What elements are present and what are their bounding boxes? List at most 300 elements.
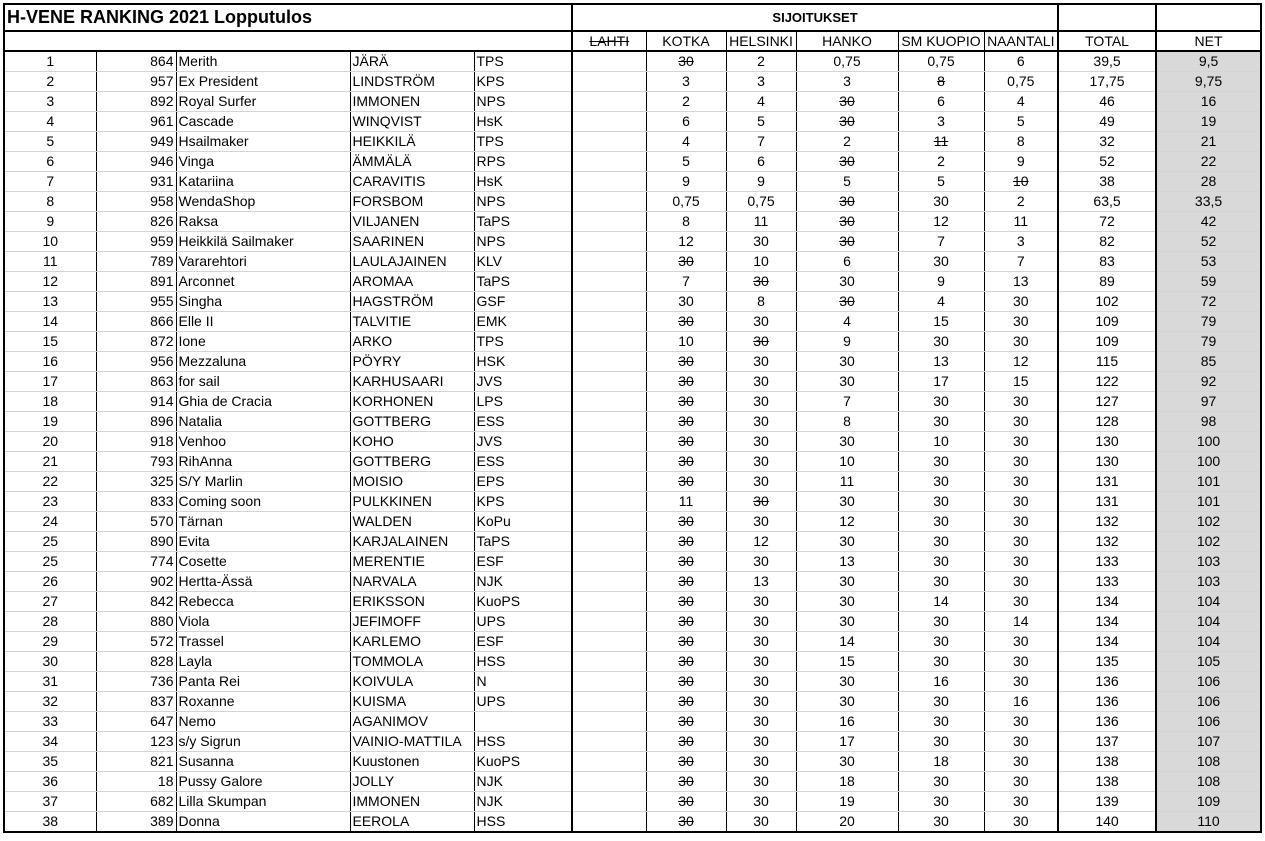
table-row (4, 492, 1261, 512)
cell-sm-kuopio: 5 (898, 172, 984, 192)
cell-total: 134 (1058, 632, 1156, 652)
cell-position: 11 (4, 252, 96, 272)
cell-naantali: 7 (984, 252, 1058, 272)
table-row (4, 192, 1261, 212)
net-header-spacer (1156, 4, 1261, 31)
cell-helsinki: 8 (726, 292, 796, 312)
cell-total: 109 (1058, 312, 1156, 332)
cell-sm-kuopio: 30 (898, 332, 984, 352)
cell-skipper: TOMMOLA (350, 652, 474, 672)
cell-club: KuoPS (474, 592, 572, 612)
cell-helsinki: 30 (726, 592, 796, 612)
cell-net: 102 (1156, 532, 1261, 552)
cell-skipper: NARVALA (350, 572, 474, 592)
cell-skipper: VILJANEN (350, 212, 474, 232)
cell-lahti (572, 752, 646, 772)
cell-club: TPS (474, 332, 572, 352)
cell-net: 85 (1156, 352, 1261, 372)
table-row (4, 132, 1261, 152)
cell-boat-name: for sail (176, 372, 350, 392)
cell-position: 4 (4, 112, 96, 132)
cell-skipper: PULKKINEN (350, 492, 474, 512)
cell-net: 28 (1156, 172, 1261, 192)
cell-club: EPS (474, 472, 572, 492)
cell-kotka: 9 (646, 172, 726, 192)
cell-position: 14 (4, 312, 96, 332)
cell-naantali: 30 (984, 792, 1058, 812)
cell-boat-name: Pussy Galore (176, 772, 350, 792)
cell-skipper: TALVITIE (350, 312, 474, 332)
cell-lahti (572, 712, 646, 732)
cell-boat-name: RihAnna (176, 452, 350, 472)
cell-boat-name: S/Y Marlin (176, 472, 350, 492)
cell-club: NPS (474, 92, 572, 112)
cell-helsinki: 30 (726, 632, 796, 652)
cell-net: 101 (1156, 472, 1261, 492)
table-row (4, 152, 1261, 172)
cell-skipper: HEIKKILÄ (350, 132, 474, 152)
cell-helsinki: 30 (726, 552, 796, 572)
cell-hanko: 30 (796, 592, 898, 612)
cell-total: 132 (1058, 512, 1156, 532)
cell-sail-number: 949 (96, 132, 176, 152)
cell-total: 130 (1058, 432, 1156, 452)
table-row (4, 732, 1261, 752)
cell-total: 102 (1058, 292, 1156, 312)
cell-helsinki: 3 (726, 72, 796, 92)
cell-kotka: 7 (646, 272, 726, 292)
cell-net: 105 (1156, 652, 1261, 672)
cell-hanko: 30 (796, 492, 898, 512)
cell-total: 136 (1058, 712, 1156, 732)
cell-club: N (474, 672, 572, 692)
cell-lahti (572, 672, 646, 692)
cell-helsinki: 30 (726, 612, 796, 632)
cell-total: 136 (1058, 672, 1156, 692)
cell-hanko: 11 (796, 472, 898, 492)
cell-naantali: 30 (984, 412, 1058, 432)
cell-total: 127 (1058, 392, 1156, 412)
cell-hanko: 30 (796, 432, 898, 452)
cell-club: RPS (474, 152, 572, 172)
cell-hanko: 12 (796, 512, 898, 532)
table-row (4, 112, 1261, 132)
cell-sail-number: 892 (96, 92, 176, 112)
cell-net: 92 (1156, 372, 1261, 392)
cell-sm-kuopio: 30 (898, 412, 984, 432)
cell-naantali: 30 (984, 452, 1058, 472)
cell-lahti (572, 212, 646, 232)
cell-naantali: 30 (984, 632, 1058, 652)
cell-position: 19 (4, 412, 96, 432)
cell-naantali: 30 (984, 512, 1058, 532)
cell-sm-kuopio: 9 (898, 272, 984, 292)
cell-hanko: 30 (796, 572, 898, 592)
cell-helsinki: 30 (726, 772, 796, 792)
cell-boat-name: WendaShop (176, 192, 350, 212)
cell-kotka: 30 (646, 472, 726, 492)
cell-boat-name: Merith (176, 51, 350, 72)
cell-net: 16 (1156, 92, 1261, 112)
cell-club: NJK (474, 772, 572, 792)
cell-hanko: 6 (796, 252, 898, 272)
cell-net: 79 (1156, 332, 1261, 352)
cell-naantali: 30 (984, 572, 1058, 592)
cell-total: 139 (1058, 792, 1156, 812)
cell-boat-name: s/y Sigrun (176, 732, 350, 752)
cell-net: 103 (1156, 572, 1261, 592)
cell-skipper: KOHO (350, 432, 474, 452)
cell-sm-kuopio: 3 (898, 112, 984, 132)
cell-kotka: 30 (646, 572, 726, 592)
table-row (4, 692, 1261, 712)
cell-club: KPS (474, 72, 572, 92)
cell-hanko: 2 (796, 132, 898, 152)
ranking-rows (4, 51, 1261, 832)
cell-lahti (572, 172, 646, 192)
cell-net: 42 (1156, 212, 1261, 232)
cell-sm-kuopio: 13 (898, 352, 984, 372)
total-header-spacer (1058, 4, 1156, 31)
cell-skipper: CARAVITIS (350, 172, 474, 192)
cell-sm-kuopio: 30 (898, 492, 984, 512)
table-row (4, 752, 1261, 772)
cell-total: 131 (1058, 472, 1156, 492)
cell-club: TPS (474, 51, 572, 72)
cell-club: KLV (474, 252, 572, 272)
cell-sm-kuopio: 30 (898, 692, 984, 712)
col-header-total: TOTAL (1058, 31, 1156, 51)
cell-kotka: 30 (646, 772, 726, 792)
cell-net: 9,5 (1156, 51, 1261, 72)
cell-net: 104 (1156, 592, 1261, 612)
col-header-net: NET (1156, 31, 1261, 51)
cell-skipper: KORHONEN (350, 392, 474, 412)
cell-hanko: 13 (796, 552, 898, 572)
cell-club: NPS (474, 192, 572, 212)
cell-sm-kuopio: 30 (898, 472, 984, 492)
cell-net: 59 (1156, 272, 1261, 292)
cell-club: HSS (474, 732, 572, 752)
cell-sail-number: 837 (96, 692, 176, 712)
cell-sm-kuopio: 30 (898, 792, 984, 812)
cell-sm-kuopio: 30 (898, 772, 984, 792)
cell-net: 53 (1156, 252, 1261, 272)
cell-skipper: WALDEN (350, 512, 474, 532)
cell-helsinki: 30 (726, 332, 796, 352)
cell-sail-number: 866 (96, 312, 176, 332)
cell-helsinki: 30 (726, 512, 796, 532)
cell-skipper: IMMONEN (350, 92, 474, 112)
cell-naantali: 30 (984, 332, 1058, 352)
cell-sail-number: 957 (96, 72, 176, 92)
cell-kotka: 30 (646, 312, 726, 332)
cell-hanko: 19 (796, 792, 898, 812)
cell-helsinki: 11 (726, 212, 796, 232)
cell-total: 137 (1058, 732, 1156, 752)
cell-helsinki: 12 (726, 532, 796, 552)
cell-kotka: 30 (646, 292, 726, 312)
cell-lahti (572, 412, 646, 432)
cell-lahti (572, 51, 646, 72)
cell-skipper: ARKO (350, 332, 474, 352)
cell-kotka: 30 (646, 452, 726, 472)
cell-sail-number: 828 (96, 652, 176, 672)
cell-skipper: KUISMA (350, 692, 474, 712)
cell-lahti (572, 272, 646, 292)
cell-net: 102 (1156, 512, 1261, 532)
cell-boat-name: Katariina (176, 172, 350, 192)
cell-naantali: 13 (984, 272, 1058, 292)
cell-sail-number: 896 (96, 412, 176, 432)
cell-helsinki: 30 (726, 492, 796, 512)
cell-kotka: 30 (646, 412, 726, 432)
cell-sm-kuopio: 30 (898, 732, 984, 752)
cell-helsinki: 10 (726, 252, 796, 272)
cell-position: 32 (4, 692, 96, 712)
cell-sm-kuopio: 30 (898, 392, 984, 412)
cell-position: 13 (4, 292, 96, 312)
cell-skipper: MOISIO (350, 472, 474, 492)
cell-sail-number: 123 (96, 732, 176, 752)
cell-skipper: JOLLY (350, 772, 474, 792)
cell-lahti (572, 252, 646, 272)
cell-total: 140 (1058, 812, 1156, 833)
cell-sm-kuopio: 30 (898, 452, 984, 472)
cell-hanko: 18 (796, 772, 898, 792)
cell-kotka: 30 (646, 512, 726, 532)
col-header-helsinki: HELSINKI (726, 31, 796, 51)
cell-total: 115 (1058, 352, 1156, 372)
cell-club: NJK (474, 792, 572, 812)
cell-total: 89 (1058, 272, 1156, 292)
cell-kotka: 0,75 (646, 192, 726, 212)
cell-total: 134 (1058, 612, 1156, 632)
cell-naantali: 3 (984, 232, 1058, 252)
cell-boat-name: Panta Rei (176, 672, 350, 692)
cell-helsinki: 30 (726, 432, 796, 452)
cell-total: 133 (1058, 572, 1156, 592)
cell-net: 109 (1156, 792, 1261, 812)
table-row (4, 612, 1261, 632)
cell-sm-kuopio: 30 (898, 512, 984, 532)
cell-hanko: 7 (796, 392, 898, 412)
cell-skipper: JÄRÄ (350, 51, 474, 72)
cell-boat-name: Ione (176, 332, 350, 352)
table-row (4, 652, 1261, 672)
cell-net: 104 (1156, 612, 1261, 632)
cell-lahti (572, 92, 646, 112)
cell-total: 138 (1058, 752, 1156, 772)
cell-naantali: 30 (984, 472, 1058, 492)
cell-position: 31 (4, 672, 96, 692)
cell-total: 135 (1058, 652, 1156, 672)
table-row (4, 572, 1261, 592)
cell-total: 63,5 (1058, 192, 1156, 212)
table-row (4, 472, 1261, 492)
cell-club: EMK (474, 312, 572, 332)
table-row (4, 92, 1261, 112)
cell-position: 9 (4, 212, 96, 232)
cell-position: 16 (4, 352, 96, 372)
cell-sail-number: 931 (96, 172, 176, 192)
cell-sm-kuopio: 18 (898, 752, 984, 772)
cell-naantali: 30 (984, 592, 1058, 612)
cell-net: 52 (1156, 232, 1261, 252)
cell-club: HsK (474, 172, 572, 192)
cell-boat-name: Nemo (176, 712, 350, 732)
cell-total: 38 (1058, 172, 1156, 192)
cell-naantali: 30 (984, 652, 1058, 672)
cell-net: 101 (1156, 492, 1261, 512)
cell-club: TaPS (474, 212, 572, 232)
cell-sm-kuopio: 14 (898, 592, 984, 612)
cell-total: 109 (1058, 332, 1156, 352)
cell-sail-number: 736 (96, 672, 176, 692)
cell-sail-number: 793 (96, 452, 176, 472)
cell-sail-number: 682 (96, 792, 176, 812)
cell-sail-number: 955 (96, 292, 176, 312)
table-row (4, 51, 1261, 72)
cell-sail-number: 872 (96, 332, 176, 352)
cell-sm-kuopio: 16 (898, 672, 984, 692)
cell-sm-kuopio: 30 (898, 652, 984, 672)
table-row (4, 172, 1261, 192)
cell-boat-name: Ex President (176, 72, 350, 92)
cell-skipper: VAINIO-MATTILA (350, 732, 474, 752)
cell-lahti (572, 552, 646, 572)
cell-hanko: 17 (796, 732, 898, 752)
cell-lahti (572, 112, 646, 132)
table-row (4, 432, 1261, 452)
cell-position: 18 (4, 392, 96, 412)
cell-skipper: WINQVIST (350, 112, 474, 132)
cell-kotka: 30 (646, 552, 726, 572)
cell-kotka: 6 (646, 112, 726, 132)
cell-naantali: 30 (984, 712, 1058, 732)
cell-hanko: 30 (796, 612, 898, 632)
cell-hanko: 5 (796, 172, 898, 192)
cell-helsinki: 30 (726, 652, 796, 672)
cell-naantali: 30 (984, 432, 1058, 452)
cell-hanko: 3 (796, 72, 898, 92)
cell-club: HsK (474, 112, 572, 132)
cell-sm-kuopio: 10 (898, 432, 984, 452)
cell-naantali: 4 (984, 92, 1058, 112)
cell-helsinki: 0,75 (726, 192, 796, 212)
cell-lahti (572, 292, 646, 312)
cell-total: 46 (1058, 92, 1156, 112)
cell-sm-kuopio: 4 (898, 292, 984, 312)
table-row (4, 412, 1261, 432)
cell-skipper: GOTTBERG (350, 452, 474, 472)
table-row (4, 272, 1261, 292)
cell-sm-kuopio: 8 (898, 72, 984, 92)
cell-helsinki: 30 (726, 452, 796, 472)
cell-club: GSF (474, 292, 572, 312)
cell-kotka: 30 (646, 632, 726, 652)
cell-position: 3 (4, 92, 96, 112)
cell-helsinki: 6 (726, 152, 796, 172)
cell-kotka: 30 (646, 612, 726, 632)
cell-boat-name: Lilla Skumpan (176, 792, 350, 812)
cell-kotka: 11 (646, 492, 726, 512)
cell-lahti (572, 492, 646, 512)
cell-club: TPS (474, 132, 572, 152)
cell-lahti (572, 732, 646, 752)
cell-lahti (572, 692, 646, 712)
cell-position: 24 (4, 512, 96, 532)
cell-helsinki: 13 (726, 572, 796, 592)
cell-kotka: 5 (646, 152, 726, 172)
cell-hanko: 30 (796, 372, 898, 392)
cell-net: 33,5 (1156, 192, 1261, 212)
cell-helsinki: 5 (726, 112, 796, 132)
cell-sm-kuopio: 11 (898, 132, 984, 152)
cell-club: JVS (474, 432, 572, 452)
cell-club: ESF (474, 632, 572, 652)
cell-lahti (572, 192, 646, 212)
cell-total: 32 (1058, 132, 1156, 152)
cell-kotka: 30 (646, 51, 726, 72)
cell-hanko: 30 (796, 672, 898, 692)
cell-sail-number: 891 (96, 272, 176, 292)
cell-position: 27 (4, 592, 96, 612)
cell-hanko: 30 (796, 232, 898, 252)
cell-club: UPS (474, 692, 572, 712)
cell-sail-number: 959 (96, 232, 176, 252)
cell-sail-number: 902 (96, 572, 176, 592)
cell-sm-kuopio: 30 (898, 572, 984, 592)
cell-hanko: 30 (796, 752, 898, 772)
cell-hanko: 30 (796, 112, 898, 132)
cell-position: 1 (4, 51, 96, 72)
cell-total: 128 (1058, 412, 1156, 432)
cell-position: 6 (4, 152, 96, 172)
cell-helsinki: 4 (726, 92, 796, 112)
cell-hanko: 30 (796, 292, 898, 312)
cell-position: 20 (4, 432, 96, 452)
cell-sail-number: 833 (96, 492, 176, 512)
cell-net: 108 (1156, 752, 1261, 772)
cell-boat-name: Elle II (176, 312, 350, 332)
cell-club: HSS (474, 652, 572, 672)
cell-kotka: 2 (646, 92, 726, 112)
cell-lahti (572, 792, 646, 812)
cell-sail-number: 958 (96, 192, 176, 212)
cell-position: 22 (4, 472, 96, 492)
cell-skipper: KOIVULA (350, 672, 474, 692)
table-row (4, 312, 1261, 332)
cell-skipper: IMMONEN (350, 792, 474, 812)
cell-lahti (572, 392, 646, 412)
cell-sail-number: 914 (96, 392, 176, 412)
cell-helsinki: 30 (726, 792, 796, 812)
cell-position: 37 (4, 792, 96, 812)
cell-position: 29 (4, 632, 96, 652)
cell-sail-number: 789 (96, 252, 176, 272)
cell-sail-number: 864 (96, 51, 176, 72)
cell-sail-number: 863 (96, 372, 176, 392)
table-row (4, 452, 1261, 472)
cell-sm-kuopio: 2 (898, 152, 984, 172)
cell-position: 10 (4, 232, 96, 252)
cell-net: 110 (1156, 812, 1261, 833)
header-row-title (4, 4, 1261, 31)
cell-helsinki: 30 (726, 312, 796, 332)
cell-boat-name: Roxanne (176, 692, 350, 712)
cell-naantali: 30 (984, 672, 1058, 692)
